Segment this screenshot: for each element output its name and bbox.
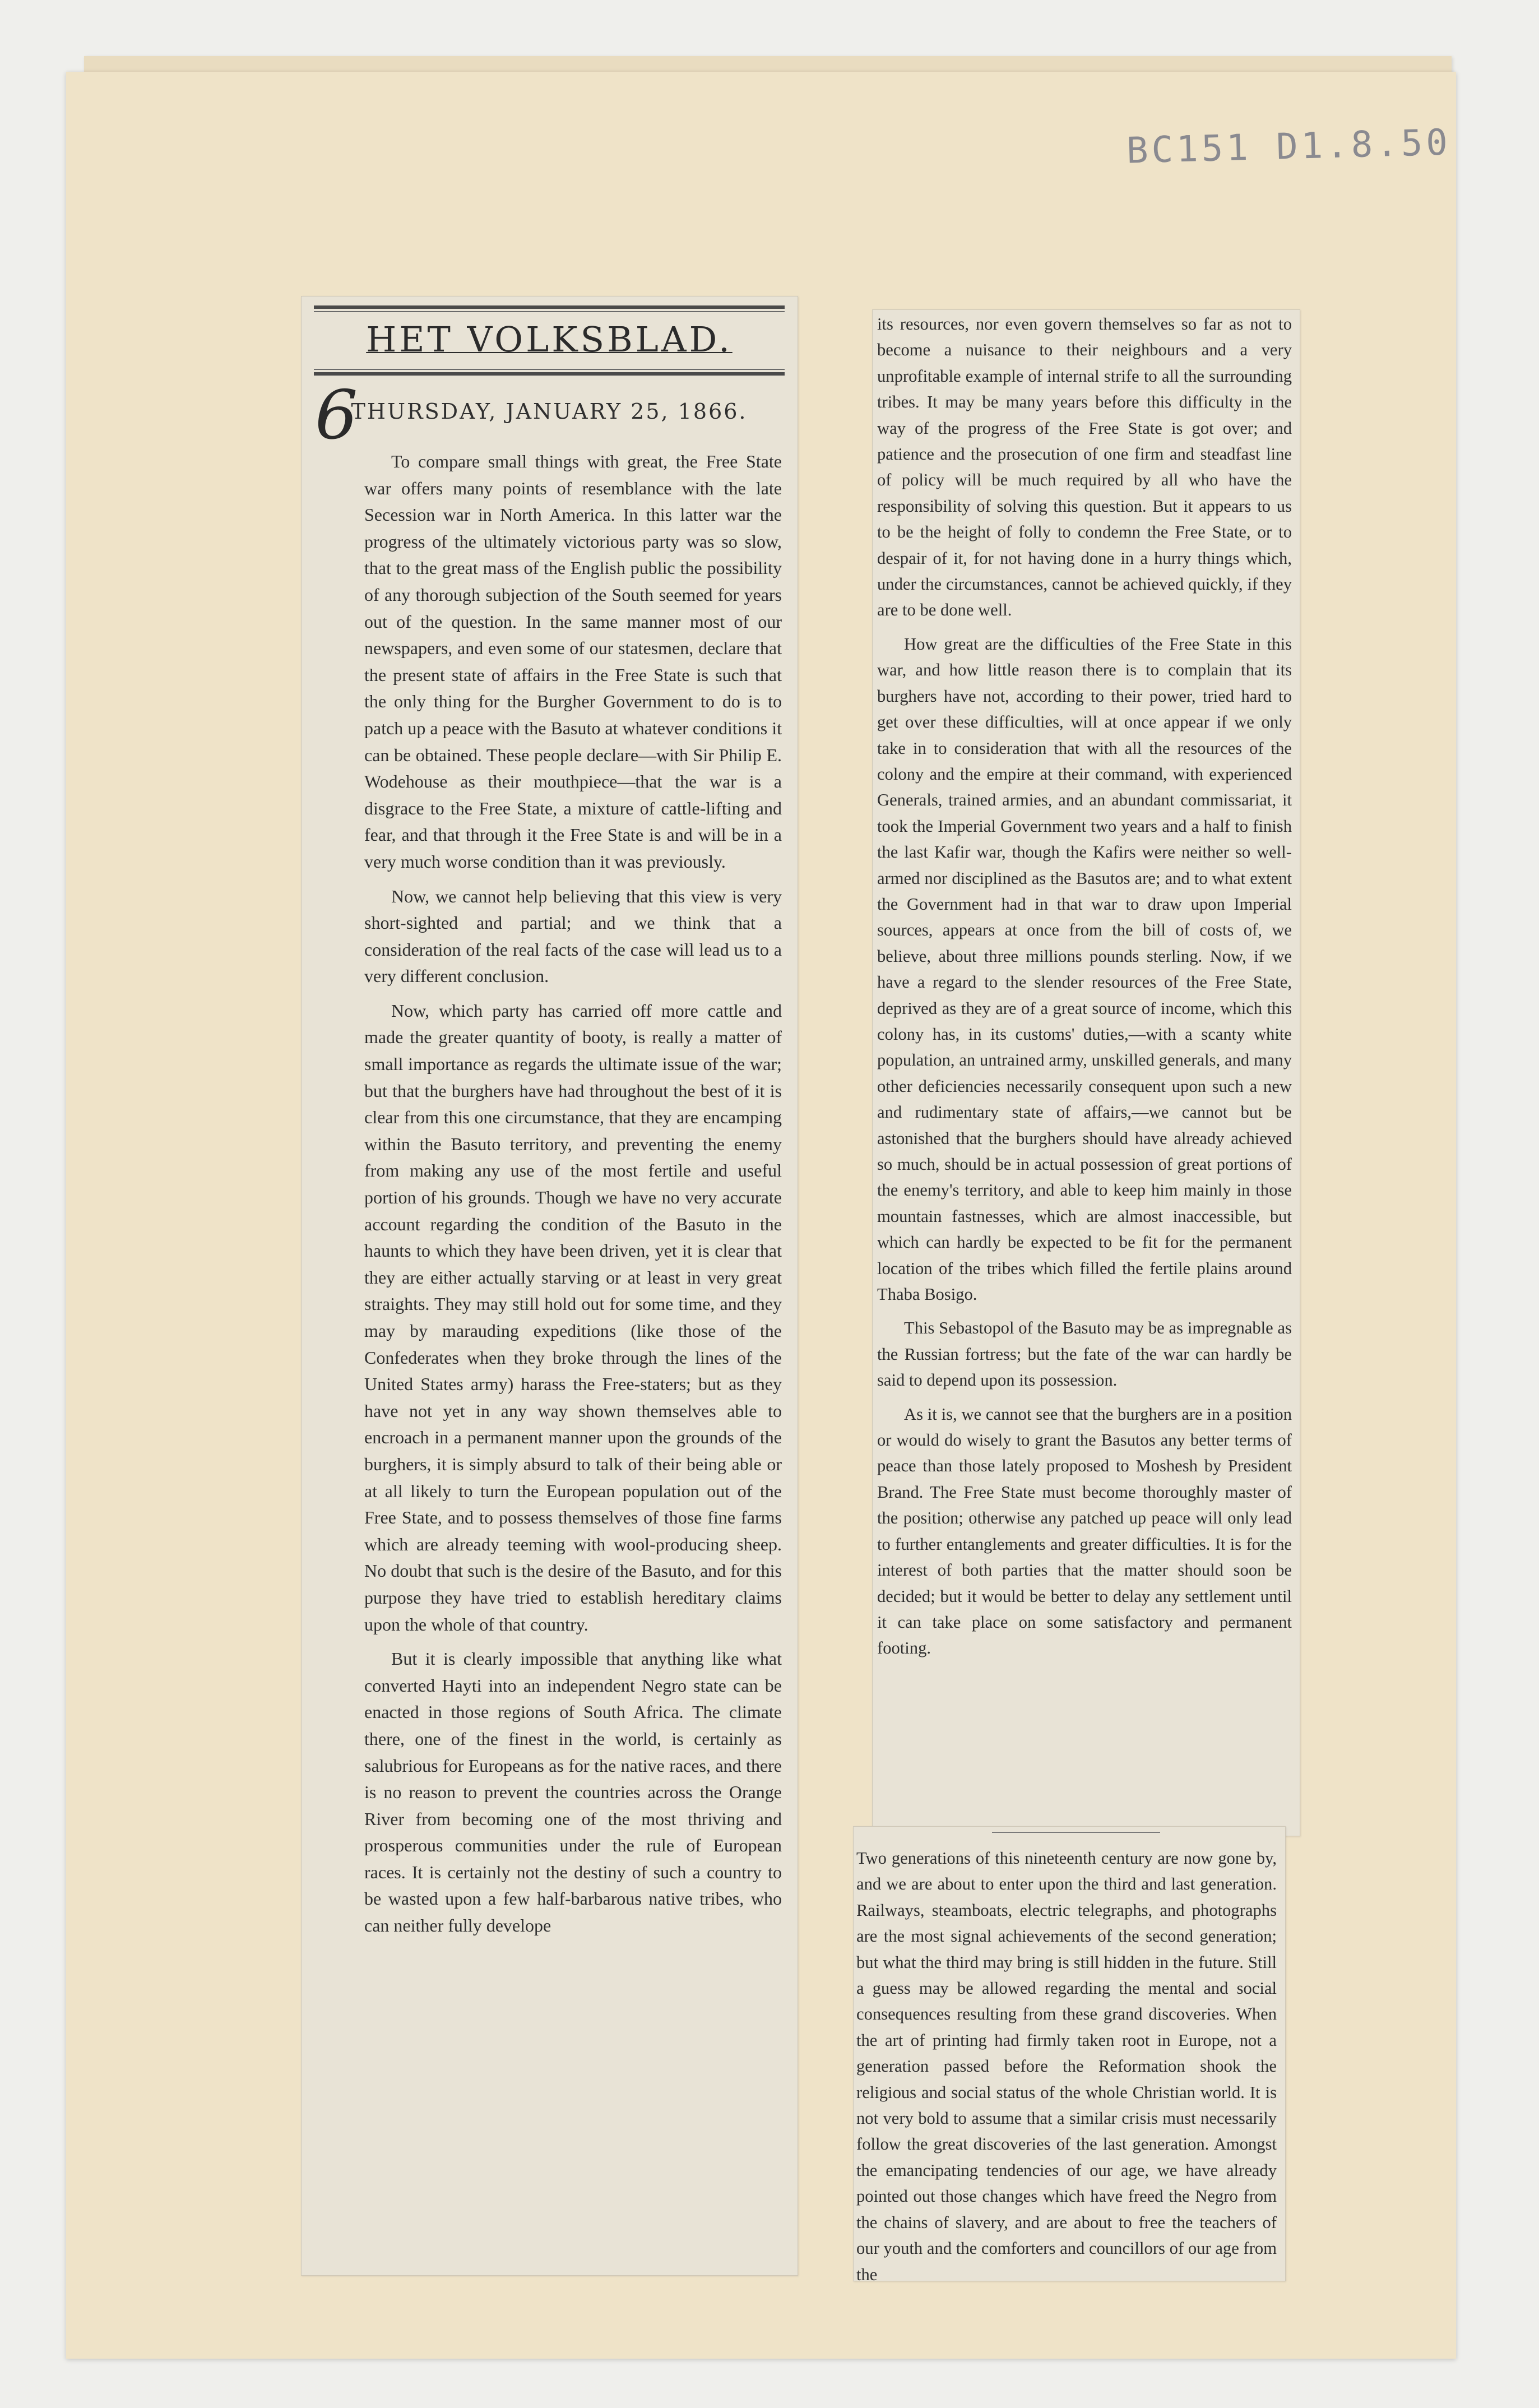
article-right-column bbox=[877, 311, 1292, 1669]
paragraph: As it is, we cannot see that the burghers are in a position or would do wisely to grant the Basutos any better terms of peace than those lately proposed to Moshesh by President Brand. The Free State must become thoroughly master of the position; otherwise any patched up peace will only lead to further entanglements and greater difficulties. It is for the interest of both parties that the matter should soon be decided; but it would be better to delay any settlement until it can take place on some satisfactory and permanent footing. bbox=[877, 1404, 1292, 1658]
masthead-rule-top bbox=[314, 305, 785, 309]
paragraph: But it is clearly impossible that anything like what converted Hayti into an independent Negro state can be enacted in those regions of South Africa. The climate there, one of the finest in the world, is certainly as salubrious for Europeans as for the native races, and there is no reason to prevent the countries across the Orange River from becoming one of the most thriving and prosperous communities under the rule of European races. It is certainly not the destiny of such a country to be wasted upon a few half-barbarous native tribes, who can neither fully develope bbox=[364, 1648, 782, 1936]
masthead-rule-bottom bbox=[314, 372, 785, 376]
article-divider bbox=[992, 1832, 1160, 1833]
dateline: THURSDAY, JANUARY 25, 1866. bbox=[351, 399, 748, 424]
newspaper-title: HET VOLKSBLAD. bbox=[366, 319, 733, 360]
pencil-reference-number: BC151 D1.8.50 bbox=[1126, 122, 1452, 172]
second-article bbox=[856, 1845, 1277, 2295]
masthead bbox=[314, 305, 785, 390]
paragraph: its resources, nor even govern themselves so far as not to become a nuisance to their neighbours and a very unprofitable example of internal strife to all the surrounding tribes. It may be many years before this difficulty in the way of the progress of the Free State is got over; and patience and the prosecution of one firm and steadfast line of policy will be much required by all who have the responsibility of solving this question. But it appears to us to be the height of folly to condemn the Free State, or to despair of it, for not having done in a hurry things which, under the circumstances, cannot be achieved quickly, if they are to be done well. bbox=[877, 314, 1292, 620]
handwritten-number: 6 bbox=[315, 377, 358, 455]
paragraph: How great are the difficulties of the Free State in this war, and how little reason there is to complain that its burghers have not, according to their power, tried hard to get over these difficulties, will at once appear if we only take in to consideration that with all the resources of the colony and the empire at their command, with experienced Generals, trained armies, and an abundant commissariat, it took the Imperial Government two years and a half to finish the last Kafir war, though the Kafirs were neither so well-armed nor disciplined as the Basutos are; and to what extent the Government had in that war to draw upon Imperial sources, appears at once from the bill of costs of, we believe, about three millions pounds sterling. Now, if we have a regard to the slender resources of the Free State, deprived as they are of a great source of income, which this colony has, in its customs' duties,—with a scanty white population, an untrained army, unskilled generals, and many other deficiencies necessarily consequent upon such a new and rudimentary state of affairs,—we cannot but be astonished that the burghers should have already achieved so much, should be in actual possession of great portions of the enemy's territory, and able to keep him mainly in those mountain fastnesses, which are almost inaccessible, but which can hardly be expected to be fit for the permanent location of the tribes which filled the fertile plains around Thaba Bosigo. bbox=[877, 634, 1292, 1304]
paragraph: To compare small things with great, the Free State war offers many points of resemblance with the late Secession war in North America. In this latter war the progress of the ultimately victorious party was so slow, that to the great mass of the English public the possibility of any thorough subjection of the South seemed for years out of the question. In the same manner most of our newspapers, and even some of our statesmen, declare that the present state of affairs in the Free State is such that the only thing for the Burgher Government to do is to patch up a peace with the Basuto at whatever conditions it can be obtained. These people declare—with Sir Philip E. Wodehouse as their mouthpiece—that the war is a disgrace to the Free State, a mixture of cattle-lifting and fear, and that through it the Free State is and will be in a very much worse condition than it was previously. bbox=[364, 451, 782, 872]
masthead-rule-top-thin bbox=[314, 311, 785, 312]
paragraph: Two generations of this nineteenth century are now gone by, and we are about to enter upon the third and last generation. Railways, steamboats, electric telegraphs, and photographs are the most signal achievements of the second generation; but what the third may bring is still hidden in the future. Still a guess may be allowed regarding the mental and social consequences resulting from these grand discoveries. When the art of printing had firmly taken root in Europe, not a generation passed before the Reformation shook the religious and social status of the whole Christian world. It is not very bold to assume that a similar crisis must necessarily follow the great discoveries of the last generation. Amongst the emancipating tendencies of our age, we have already pointed out those changes which have freed the Negro from the chains of slavery, and are about to free the teachers of our youth and the comforters and councillors of our age from the bbox=[856, 1849, 1277, 2284]
paragraph: Now, we cannot help believing that this view is very short-sighted and partial; and we think that a consideration of the real facts of the case will lead us to a very different conclusion. bbox=[364, 886, 782, 987]
masthead-rule-bottom-thin bbox=[314, 369, 785, 370]
paragraph: Now, which party has carried off more cattle and made the greater quantity of booty, is really a matter of small importance as regards the ultimate issue of the war; but that the burghers have had throughout the best of it is clear from this one circumstance, that they are encamping within the Basuto territory, and preventing the enemy from making any use of the most fertile and useful portion of his grounds. Though we have no very accurate account regarding the condition of the Basuto in the haunts to which they have been driven, yet it is clear that they are either actually starving or at least in very great straights. They may still hold out for some time, and they may by marauding expeditions (like those of the Confederates when they broke through the lines of the United States army) harass the Free-staters; but as they have not yet in any way shown themselves able to encroach in a permanent manner upon the grounds of the burghers, it is simply absurd to talk of their being able or at all likely to turn the European population out of the Free State, and to possess themselves of those fine farms which are already teeming with wool-producing sheep. No doubt that such is the desire of the Basuto, and for this purpose they have tried to establish hereditary claims upon the whole of that country. bbox=[364, 1000, 782, 1634]
paragraph: This Sebastopol of the Basuto may be as impregnable as the Russian fortress; but the fate of the war can hardly be said to depend upon its possession. bbox=[877, 1318, 1292, 1390]
article-left-column bbox=[364, 448, 782, 1947]
